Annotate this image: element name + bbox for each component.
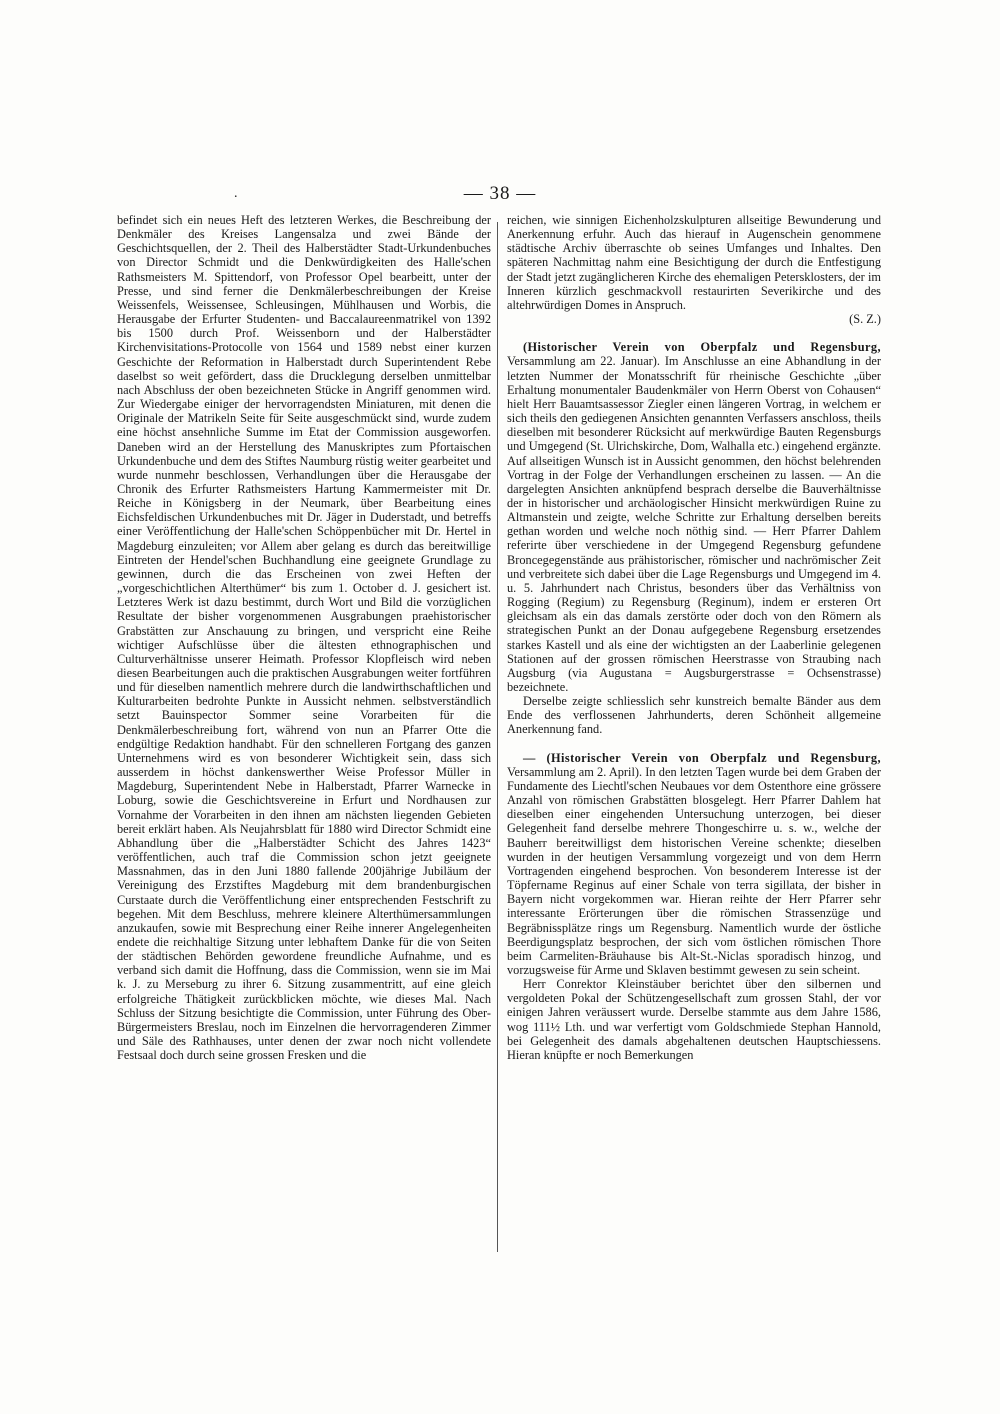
section-text: Versammlung am 22. Januar). Im Anschlusse an eine Abhandlung in der letzten Nummer der Monatsschrift für rheinische Geschichte „über Erhaltung monumentaler Baudenkmäler von Herrn Oberst von Cohausen“ hielt Herr Bauamtsassessor Ziegler einen längeren Vortrag, in welchem er sich theils den gediegenen Ansichten genannten Verfassers anschloss, theils dieselben mit besonderer Rücksicht auf merkwürdige Bauten Regensburgs und Umgegend (St. Ulrichskirche, Dom, Walhalla etc.) eingehend ergänzte. Auf allseitigen Wunsch ist in Aussicht genommen, den höchst belehrenden Vortrag in der Folge der Verhandlungen erscheinen zu lassen. — An die dargelegten Ansichten anknüpfend besprach derselbe die Bauverhältnisse der in historischer und archäologischer Hinsicht merkwürdigen Ruine zu Altmanstein und zeigte, welche Schritte zur Erhaltung derselben bereits gethan worden und welche noch nöthig sind. — Herr Pfarrer Dahlem referirte über verschiedene in der Umgegend Regensburg gefundene Broncegegenstände aus prähistorischer, römischer und nachrömischer Zeit und verbreitete sich dabei über die Lage Regensburgs und Umgegend im 4. u. 5. Jahrhundert nach Christus, besonders über das Verhältniss von Rogging (Regium) zu Regensburg (Reginum), indem er ersteren Ort gleichsam als ein das damals zerstörte oder doch von den Römern als strategischen Punkt an der Donau aufgegebene Regensburg ersetzendes starkes Kastell und als eine der wichtigsten an der Laaberlinie gelegenen Stationen auf der grossen römischen Heerstrasse von Straubing nach Augsburg (via Augustana = Augsburgerstrasse = Ochsenstrasse) bezeichnete.: [507, 354, 881, 694]
right-paragraph-1: reichen, wie sinnigen Eichenholzskulpturen allseitige Bewunderung und Anerkennung erfuhr. Auch das hierauf in Augenschein genommene städtische Archiv überraschte ob seines Umfanges und Inhaltes. Den späteren Nachmittag nahm eine Besichtigung der durch die Entfestigung der Stadt jetzt zugänglicheren Kirche des ehemaligen Petersklosters, der im Inneren kürzlich geschmackvoll restaurirten Severikirche und des altehrwürdigen Domes in Anspruch.: [507, 213, 881, 312]
left-column-paragraph: befindet sich ein neues Heft des letzteren Werkes, die Beschreibung der Denkmäler des Kreises Langensalza und zwei Bände der Geschichtsquellen, der 2. Theil des Halberstädter Stadt-Urkundenbuches von Director Schmidt und die Denkwürdigkeiten des Halle'schen Rathsmeisters M. Spittendorf, von Professor Opel bearbeitt, unter der Presse, und sind ferner die Denkmälerbeschreibungen der Kreise Weissenfels, Weissensee, Schleusingen, Mühlhausen und Worbis, die Herausgabe der Erfurter Studenten- und Baccalaureenmatrikel von 1392 bis 1500 durch Prof. Weissenborn und der Halberstädter Kirchenvisitations-Protocolle von 1564 und 1589 nebst einer kurzen Geschichte der Reformation in Halberstadt durch Superintendent Rebe daselbst so weit gefördert, dass die Drucklegung derselben unmittelbar nach Abschluss der oben bezeichneten Stücke in Angriff genommen wird. Zur Wiedergabe einiger der hervorragendsten Miniaturen, mit denen die Originale der Matrikeln Seite für Seite ausgeschmückt sind, wurde zudem eine höchst ansehnliche Summe im Etat der Commission ausgeworfen. Daneben wird an der Herstellung des Manuskriptes zum Pfortaischen Urkundenbuche und dem des Stiftes Naumburg rüstig weiter gearbeitet und wurde nunmehr beschlossen, Verhandlungen über die Herausgabe der Chronik des Erfurter Rathsmeisters Hartung Kammermeister mit Dr. Reiche in Königsberg in der Neumark, über Bearbeitung eines Eichsfeldischen Urkundenbuches mit Dr. Jäger in Duderstadt, und betreffs einer Veröffentlichung der Halle'schen Schöppenbücher mit Dr. Hertel in Magdeburg einzuleiten; vor Allem aber gelang es durch das bereitwillige Eintreten der Hendel'schen Buchhandlung eine geeignete Grundlage zu gewinnen, durch die das Erscheinen von zwei Heften der „vorgeschichtlichen Alterthümer“ bis zum 1. October d. J. gesichert ist. Letzteres Werk ist dazu bestimmt, durch Wort und Bild die vorzüglichen Resultate der bisher vorgenommenen Ausgrabungen praehistorischer Grabstätten zur Anschauung zu bringen, und verspricht eine Reihe wichtiger Aufschlüsse über die ältesten ethnographischen und Culturverhältnisse unserer Heimath. Professor Klopfleisch wird neben diesen Bearbeitungen auch die praktischen Ausgrabungen weiter fortführen und für dieselben namentlich mehrere durch die landwirthschaftlichen und Kulturarbeiten bedrohte Punkte in Aussicht nehmen. selbstverständlich setzt Bauinspector Sommer seine Vorarbeiten für die Denkmälerbeschreibung fort, während von nun an Pfarrer Otte die endgültige Redaktion handhabt. Für den schnelleren Fortgang des ganzen Unternehmens wird es von besonderer Wichtigkeit sein, dass sich ausserdem in höchst dankenswerther Weise Professor Müller in Magdeburg, Superintendent Nebe in Halberstadt, Pfarrer Warnecke in Loburg, sowie die Geschichtsvereine in Erfurt und Nordhausen zur Vornahme der Vorarbeiten in den ihnen am nächsten liegenden Gebieten bereit erklärt haben. Als Neujahrsblatt für 1880 wird Director Schmidt eine Abhandlung über die „Halberstädter Schicht des Jahres 1423“ veröffentlichen, auch traf die Commission schon jetzt geeignete Massnahmen, das in den Juni 1880 fallende 200jährige Jubiläum der Vereinigung des Erzstiftes Magdeburg mit dem brandenburgischen Curstaate durch die Veröffentlichung einer entsprechenden Festschrift zu begehen. Mit dem Beschluss, mehrere kleinere Alterthümersammlungen anzukaufen, sowie mit Besprechung einer Reihe innerer Angelegenheiten endete die reichhaltige Sitzung unter lebhaftem Danke für die von Seiten der städtischen Behörden gewordene freundliche Aufnahme, und es verband sich damit die Hoffnung, dass die Commission, wenn sie im Mai k. J. zu Merseburg zu ihrer 6. Sitzung zusammentritt, auf eine gleich erfolgreiche Thätigkeit zurückblicken möchte, wie dieses Mal. Nach Schluss der Sitzung besichtigte die Commission, unter Führung des Ober-Bürgermeisters Breslau, noch im Einzelnen die hervorragenderen Zimmer und Säle des Rathhauses, unter denen der zwar noch nicht vollendete Festsaal doch durch seine grossen Fresken und die: [117, 213, 491, 1063]
section-gap: [507, 737, 881, 751]
page-number: — 38 —: [463, 183, 537, 204]
section-historischer-verein-january: [507, 340, 881, 694]
source-signature: (S. Z.): [849, 312, 881, 327]
column-divider: [497, 222, 498, 1252]
section-heading: — (Historischer Verein von Oberpfalz und Regensburg,: [523, 750, 881, 765]
section-text: Versammlung am 2. April). In den letzten Tagen wurde bei dem Graben der Fundamente des Liechtl'schen Neubaues vor dem Ostenthore eine grössere Anzahl von römischen Grabstätten blosgelegt. Herr Pfarrer Dahlem hat dieselben einer eingehenden Untersuchung unterzogen, bei dieser Gelegenheit fand derselbe mehrere Thongeschirre u. s. w., welche der Bauherr bereitwilligst dem historischen Vereine schenkte; dieselben wurden in der heutigen Versammlung vorgezeigt und von dem Herrn Vortragenden eingehend besprochen. Von besonderem Interesse ist der Töpfername Reginus auf einer Schale von terra sigillata, der bisher in Bayern nicht vorgekommen war. Hieran reihte der Herr Pfarrer sehr interessante Erörterungen über die römischen Strassenzüge und Begräbnissplätze rings um Regensburg. Namentlich wurde der östliche Beerdigungsplatz besprochen, der sich vom östlichen römischen Thore beim Carmeliten-Bräuhause bis Alt-St.-Niclas sporadisch hinzog, und vorzugsweise für Arme und Sklaven bestimmt gewesen zu sein scheint.: [507, 764, 881, 977]
left-column: [117, 213, 491, 1263]
section-heading: (Historischer Verein von Oberpfalz und Regensburg,: [523, 340, 881, 355]
section-historischer-verein-april: [507, 751, 881, 978]
right-paragraph-3: Derselbe zeigte schliesslich sehr kunstreich bemalte Bänder aus dem Ende des verflossenen Jahrhunderts, deren Schönheit allgemeine Anerkennung fand.: [507, 694, 881, 737]
right-paragraph-5: Herr Conrektor Kleinstäuber berichtet über den silbernen und vergoldeten Pokal der Schützengesellschaft zum grossen Stahl, der vor einigen Jahren veräussert wurde. Derselbe stammte aus dem Jahre 1586, wog 111½ Lth. und war verfertigt vom Goldschmiede Stephan Hannold, bei Gelegenheit des damals abgehaltenen deutschen Hauptschiessens. Hieran knüpfte er noch Bemerkungen: [507, 977, 881, 1062]
stray-mark: .: [234, 186, 238, 201]
right-column: [507, 213, 881, 1263]
section-gap: [507, 326, 881, 340]
